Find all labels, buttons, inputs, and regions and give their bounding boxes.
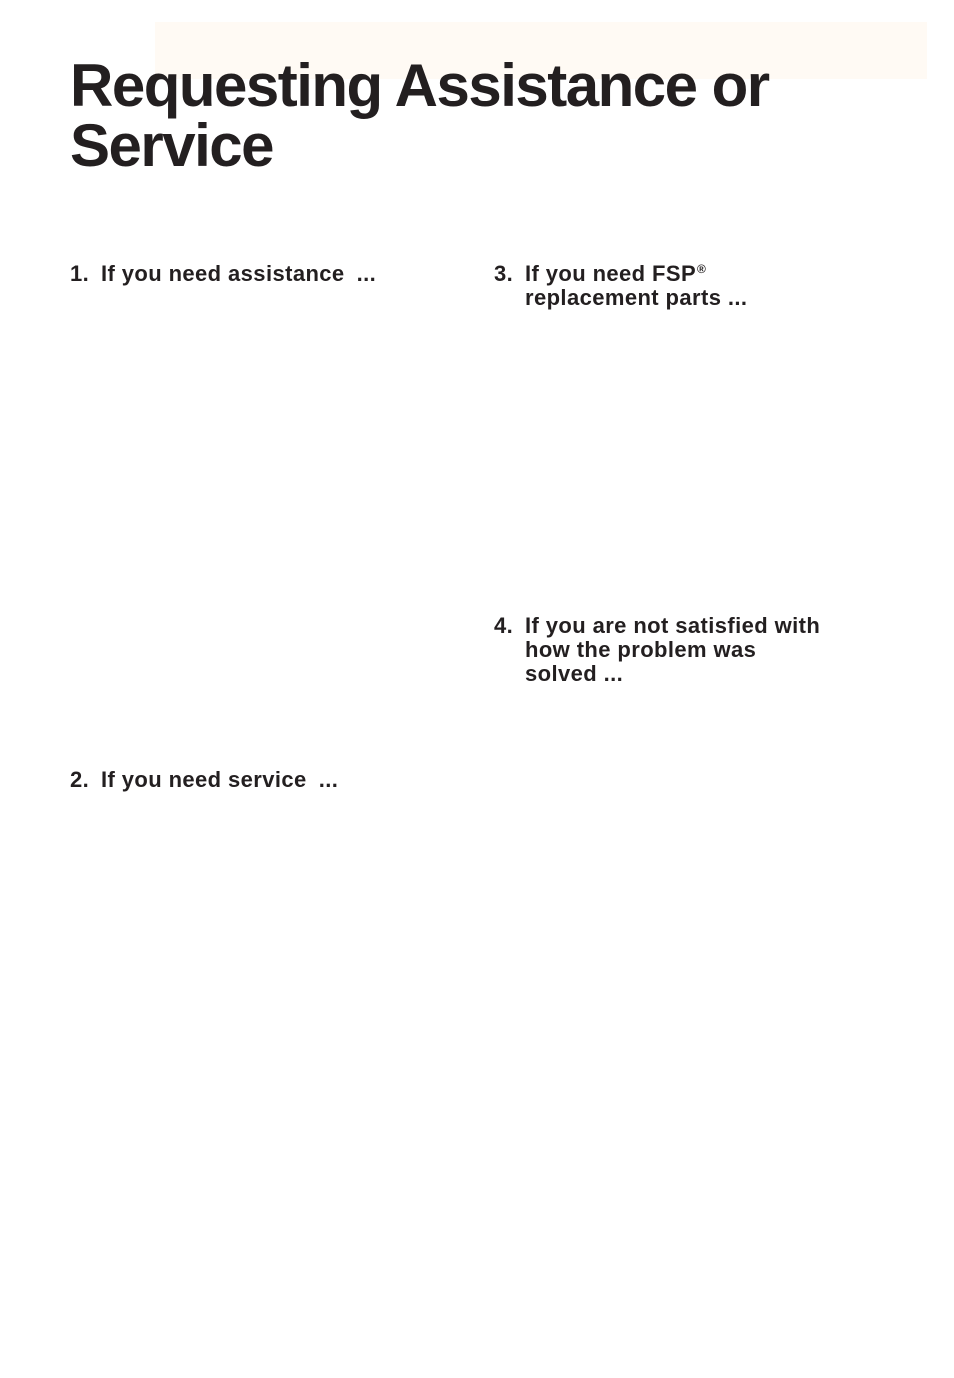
section-heading-line: how the problem was — [525, 637, 757, 662]
page-title-line-2: Service — [70, 112, 274, 179]
section-heading-text — [525, 262, 914, 310]
heading-label: If you need assistance — [101, 261, 345, 286]
section-heading-line: If you are not satisfied with — [525, 613, 821, 638]
section-number: 1. — [70, 261, 90, 286]
section-heading-service — [70, 768, 450, 792]
section-number: 4. — [494, 613, 514, 638]
section-number: 2. — [70, 767, 90, 792]
section-heading-replacement-parts — [494, 262, 914, 310]
section-heading-not-satisfied — [494, 614, 914, 686]
heading-label: If you need service — [101, 767, 307, 792]
section-heading-text — [101, 262, 450, 286]
heading-ellipsis: ... — [356, 261, 377, 286]
section-heading-line — [101, 262, 450, 286]
registered-mark: ® — [697, 262, 707, 276]
section-heading-line: solved ... — [525, 661, 624, 686]
section-heading-text — [525, 614, 914, 686]
section-number: 3. — [494, 261, 514, 286]
section-heading-text — [101, 768, 450, 792]
heading-label: If you need FSP — [525, 261, 697, 286]
page-title-line-1: Requesting Assistance or — [70, 52, 769, 119]
heading-ellipsis: ... — [318, 767, 339, 792]
page-title — [70, 52, 890, 179]
section-heading-line: replacement parts ... — [525, 285, 748, 310]
section-heading-line — [101, 768, 450, 792]
section-heading-assistance — [70, 262, 450, 286]
section-heading-line — [525, 262, 914, 286]
